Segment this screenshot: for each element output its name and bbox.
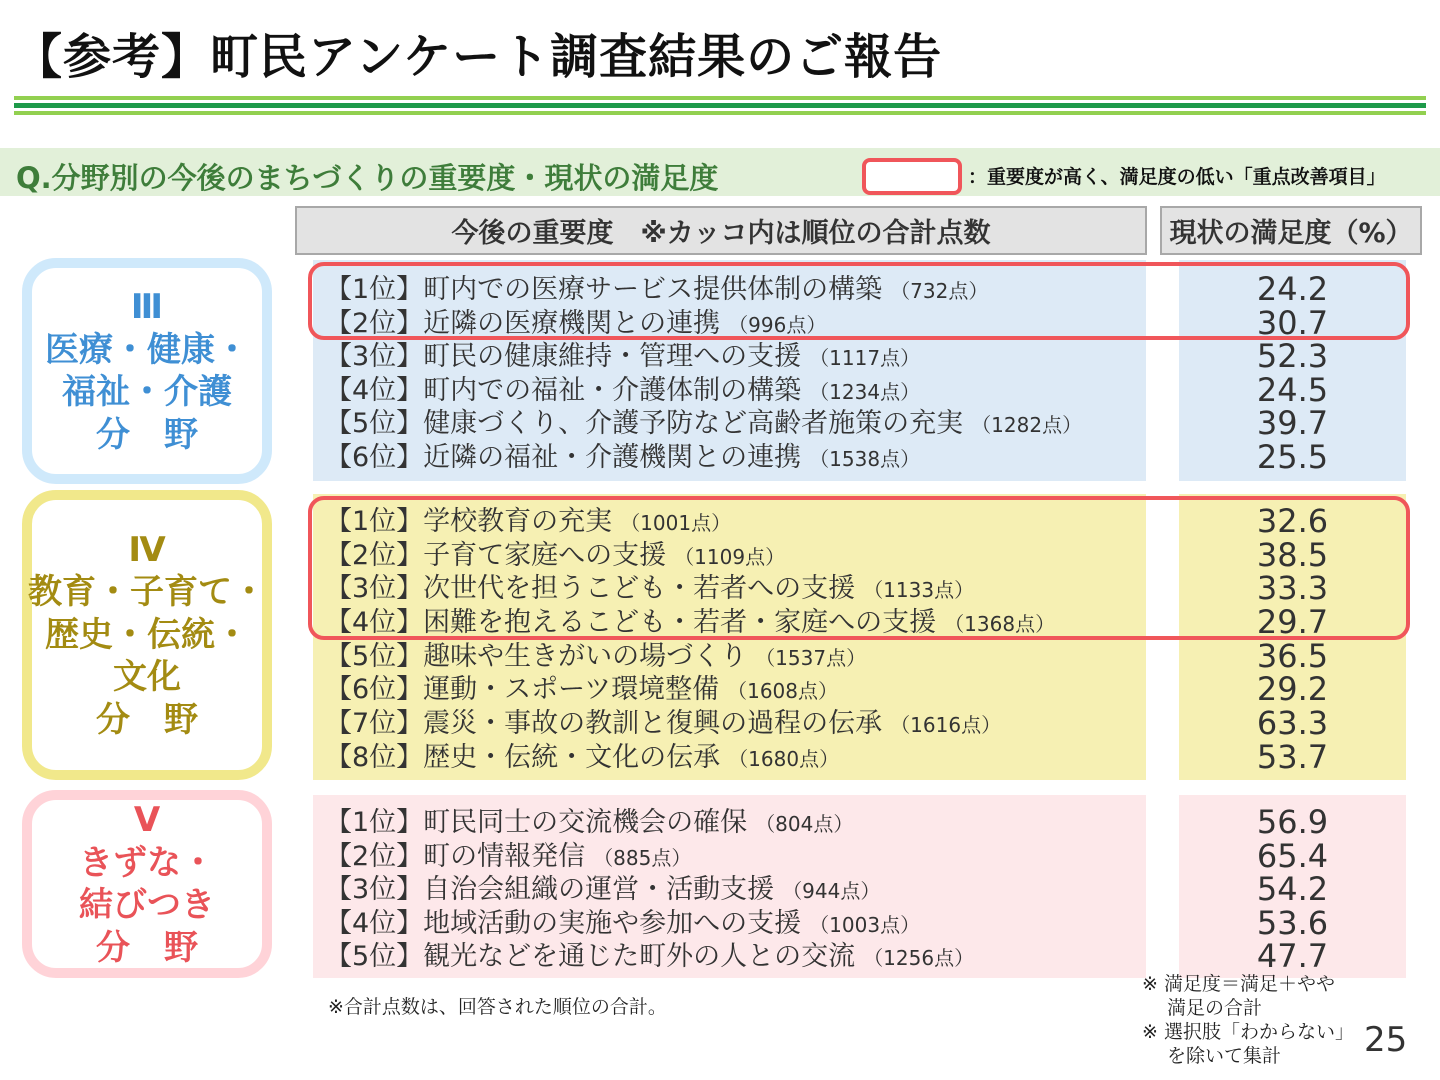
list-item — [325, 707, 1001, 740]
category-box-medical — [22, 258, 272, 484]
page-number: 25 — [1364, 1020, 1408, 1060]
item-points: （885点） — [593, 846, 692, 870]
item-points: （804点） — [755, 812, 854, 836]
item-label: 【5位】健康づくり、介護予防など高齢者施策の充実 — [325, 408, 964, 439]
satisfaction-value: 24.5 — [1256, 371, 1329, 409]
satisfaction-value: 63.3 — [1256, 704, 1329, 742]
category-line: Ⅴ — [133, 800, 161, 840]
item-label: 【3位】町民の健康維持・管理への支援 — [325, 341, 802, 372]
satisfaction-value: 54.2 — [1256, 870, 1329, 908]
satisfaction-value: 29.2 — [1256, 670, 1329, 708]
item-points: （996点） — [728, 313, 827, 337]
satisfaction-value: 38.5 — [1256, 536, 1329, 574]
satisfaction-value: 65.4 — [1256, 837, 1329, 875]
satisfaction-value: 56.9 — [1256, 803, 1329, 841]
item-label: 【2位】町の情報発信 — [325, 841, 586, 872]
category-line: 分 野 — [96, 927, 198, 968]
question-text: Q.分野別の今後のまちづくりの重要度・現状の満足度 — [16, 161, 719, 195]
category-line: 医療・健康・ — [45, 329, 249, 370]
item-label: 【7位】震災・事故の教訓と復興の過程の伝承 — [325, 708, 883, 739]
page-title: 【参考】町民アンケート調査結果のご報告 — [14, 29, 943, 85]
item-label: 【4位】町内での福祉・介護体制の構築 — [325, 375, 802, 406]
satisfaction-value: 52.3 — [1256, 337, 1329, 375]
category-line: 教育・子育て・ — [28, 572, 266, 613]
item-label: 【1位】学校教育の充実 — [325, 506, 613, 537]
footnote-satisfaction — [1142, 972, 1354, 1068]
list-item — [325, 806, 853, 839]
item-points: （1538点） — [809, 447, 921, 471]
satisfaction-value: 32.6 — [1256, 502, 1329, 540]
satisfaction-value: 53.6 — [1256, 904, 1329, 942]
footnote-line: 満足の合計 — [1142, 997, 1263, 1019]
legend-highlight-swatch — [862, 158, 962, 195]
item-label: 【2位】近隣の医療機関との連携 — [325, 308, 721, 339]
satisfaction-value: 33.3 — [1256, 569, 1329, 607]
list-item — [325, 741, 839, 774]
satisfaction-value: 47.7 — [1256, 937, 1329, 975]
footnote-line: ※ 選択肢「わからない」 — [1142, 1021, 1354, 1043]
item-points: （1133点） — [863, 578, 975, 602]
column-header-importance: 今後の重要度 ※カッコ内は順位の合計点数 — [295, 206, 1147, 255]
item-points: （1001点） — [620, 511, 732, 535]
category-line: 分 野 — [96, 414, 198, 455]
list-item — [325, 640, 866, 673]
list-item — [325, 907, 920, 940]
item-label: 【4位】地域活動の実施や参加への支援 — [325, 908, 802, 939]
list-item — [325, 340, 920, 373]
item-label: 【1位】町民同士の交流機会の確保 — [325, 807, 748, 838]
item-points: （1616点） — [890, 713, 1002, 737]
legend-label: ：重要度が高く、満足度の低い「重点改善項目」 — [968, 166, 1386, 188]
category-box-education — [22, 490, 272, 780]
satisfaction-value: 53.7 — [1256, 738, 1329, 776]
category-line: 文化 — [113, 657, 181, 698]
item-points: （1537点） — [755, 646, 867, 670]
item-label: 【3位】次世代を担うこども・若者への支援 — [325, 573, 856, 604]
item-points: （1003点） — [809, 913, 921, 937]
item-points: （1680点） — [728, 747, 840, 771]
category-line: Ⅲ — [130, 287, 164, 327]
list-item — [325, 873, 880, 906]
item-label: 【5位】観光などを通じた町外の人との交流 — [325, 941, 856, 972]
item-label: 【3位】自治会組織の運営・活動支援 — [325, 874, 775, 905]
item-label: 【5位】趣味や生きがいの場づくり — [325, 641, 748, 672]
item-points: （1608点） — [727, 679, 839, 703]
category-line: 結びつき — [79, 885, 215, 925]
title-divider — [14, 96, 1426, 118]
category-line: 分 野 — [96, 699, 198, 740]
item-label: 【2位】子育て家庭への支援 — [325, 540, 667, 571]
satisfaction-value: 29.7 — [1256, 603, 1329, 641]
list-item — [325, 374, 920, 407]
footnote-line: ※ 満足度＝満足＋やや — [1142, 973, 1335, 995]
item-points: （1256点） — [863, 946, 975, 970]
item-label: 【6位】運動・スポーツ環境整備 — [325, 674, 720, 705]
item-points: （732点） — [890, 279, 989, 303]
priority-highlight-medical — [308, 262, 1410, 340]
list-item — [325, 441, 920, 474]
category-line: 歴史・伝統・ — [45, 614, 249, 655]
item-points: （1234点） — [809, 380, 921, 404]
column-header-satisfaction: 現状の満足度（%） — [1160, 206, 1422, 255]
item-label: 【6位】近隣の福祉・介護機関との連携 — [325, 442, 802, 473]
priority-highlight-education — [308, 496, 1410, 640]
satisfaction-value: 24.2 — [1256, 270, 1329, 308]
list-item — [325, 673, 838, 706]
category-box-bonds — [22, 790, 272, 978]
category-line: Ⅳ — [128, 529, 166, 570]
list-item — [325, 407, 1082, 440]
list-item — [325, 840, 691, 873]
item-points: （944点） — [782, 879, 881, 903]
category-line: きずな・ — [79, 842, 215, 883]
item-label: 【4位】困難を抱えるこども・若者・家庭への支援 — [325, 607, 937, 638]
satisfaction-value: 30.7 — [1256, 304, 1329, 342]
item-points: （1282点） — [971, 413, 1083, 437]
satisfaction-value: 39.7 — [1256, 404, 1329, 442]
item-points: （1109点） — [674, 545, 786, 569]
list-item — [325, 940, 974, 973]
footnote-line: を除いて集計 — [1142, 1045, 1282, 1067]
category-line: 福祉・介護 — [62, 372, 232, 412]
footnote-points: ※合計点数は、回答された順位の合計。 — [328, 996, 667, 1018]
item-points: （1368点） — [944, 612, 1056, 636]
satisfaction-value: 36.5 — [1256, 637, 1329, 675]
item-label: 【8位】歴史・伝統・文化の伝承 — [325, 742, 721, 773]
satisfaction-value: 25.5 — [1256, 438, 1329, 476]
item-points: （1117点） — [809, 346, 921, 370]
item-label: 【1位】町内での医療サービス提供体制の構築 — [325, 274, 883, 305]
